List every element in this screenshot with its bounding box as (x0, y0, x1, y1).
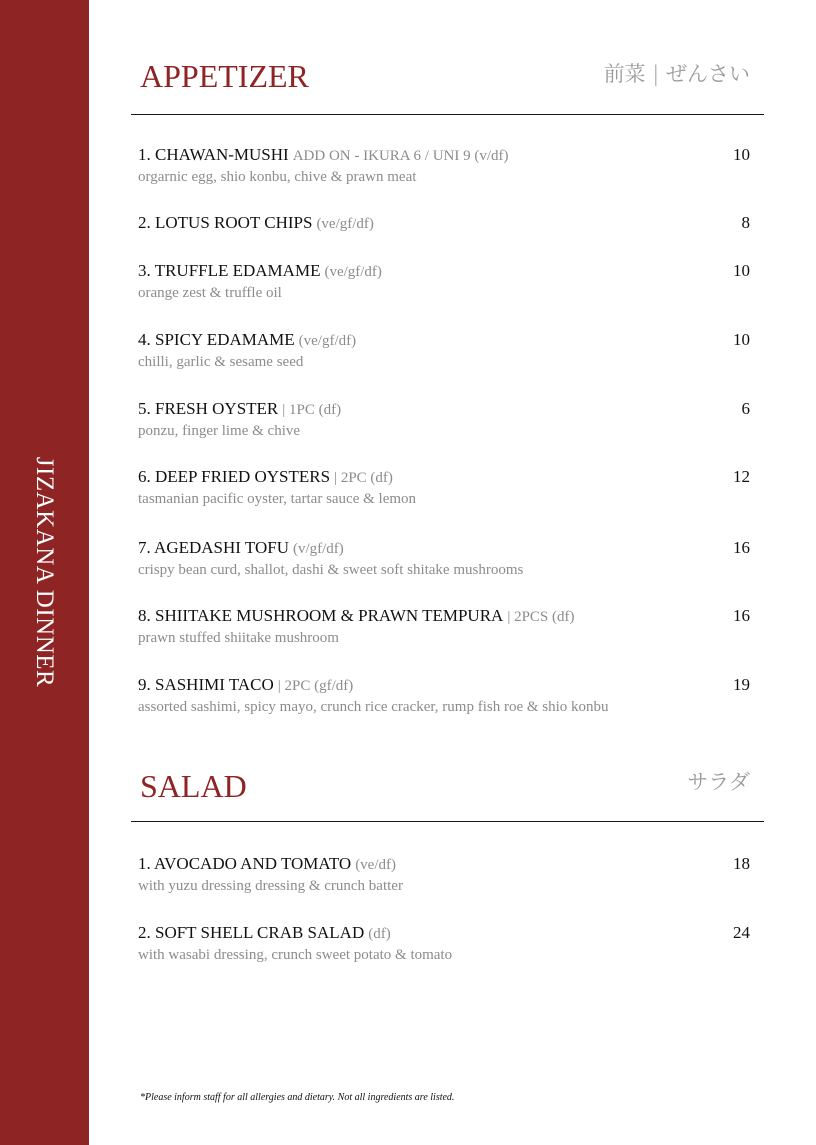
item-name: 1. AVOCADO AND TOMATO (138, 854, 352, 873)
menu-item (138, 213, 750, 233)
item-description: crispy bean curd, shallot, dashi & sweet soft shitake mushrooms (138, 562, 524, 578)
item-description: with wasabi dressing, crunch sweet potato & tomato (138, 947, 453, 963)
item-price: 12 (733, 467, 750, 486)
item-price: 24 (733, 923, 750, 942)
item-extra: (ve/gf/df) (316, 216, 374, 232)
item-description: tasmanian pacific oyster, tartar sauce & lemon (138, 491, 417, 507)
item-name: 1. CHAWAN-MUSHI (138, 145, 289, 164)
menu-item (138, 145, 750, 186)
item-description: prawn stuffed shiitake mushroom (138, 630, 339, 646)
menu-item (138, 399, 750, 440)
item-description: orange zest & truffle oil (138, 285, 282, 301)
menu-item (138, 330, 750, 371)
appetizer-section-title: APPETIZER (140, 58, 309, 94)
item-price: 10 (733, 145, 750, 164)
menu-item (138, 261, 750, 302)
item-description: assorted sashimi, spicy mayo, crunch rice cracker, rump fish roe & shio konbu (138, 699, 609, 715)
item-price: 6 (741, 399, 750, 418)
item-name: 3. TRUFFLE EDAMAME (138, 261, 321, 280)
menu-item (138, 923, 750, 964)
item-extra: | 2PC (df) (334, 470, 393, 486)
item-description: chilli, garlic & sesame seed (138, 354, 304, 370)
item-extra: | 1PC (df) (282, 402, 342, 418)
item-name: 2. LOTUS ROOT CHIPS (138, 213, 313, 232)
item-name: 5. FRESH OYSTER (138, 399, 279, 418)
item-price: 10 (733, 261, 750, 280)
sidebar-title: JIZAKANA DINNER (31, 456, 58, 688)
item-price: 16 (733, 538, 750, 557)
item-name: 8. SHIITAKE MUSHROOM & PRAWN TEMPURA (138, 606, 504, 625)
sidebar (0, 0, 89, 1145)
menu-item (138, 538, 750, 579)
item-price: 10 (733, 330, 750, 349)
item-extra: ADD ON - IKURA 6 / UNI 9 (v/df) (292, 148, 509, 164)
item-description: orgarnic egg, shio konbu, chive & prawn meat (138, 169, 417, 185)
item-name: 6. DEEP FRIED OYSTERS (138, 467, 331, 486)
menu-item (138, 606, 750, 647)
item-extra: | 2PC (gf/df) (277, 678, 354, 694)
item-name: 4. SPICY EDAMAME (138, 330, 295, 349)
item-description: ponzu, finger lime & chive (138, 423, 301, 439)
item-price: 8 (741, 213, 750, 232)
menu-item (138, 675, 750, 716)
salad-divider (131, 821, 764, 822)
allergy-footnote: *Please inform staff for all allergies and dietary. Not all ingredients are listed. (140, 1092, 455, 1103)
item-name: 9. SASHIMI TACO (138, 675, 274, 694)
menu-item (138, 467, 750, 508)
item-price: 16 (733, 606, 750, 625)
item-description: with yuzu dressing dressing & crunch batter (138, 878, 403, 894)
menu-item (138, 854, 750, 895)
item-extra: (ve/gf/df) (298, 333, 357, 349)
item-extra: | 2PCS (df) (507, 609, 575, 625)
salad-section-title: SALAD (140, 768, 247, 804)
item-extra: (ve/gf/df) (324, 264, 382, 280)
item-price: 18 (733, 854, 750, 873)
item-extra: (df) (368, 926, 391, 942)
item-name: 7. AGEDASHI TOFU (138, 538, 289, 557)
item-extra: (v/gf/df) (292, 541, 344, 557)
item-name: 2. SOFT SHELL CRAB SALAD (138, 923, 365, 942)
item-price: 19 (733, 675, 750, 694)
item-extra: (ve/df) (355, 857, 396, 873)
appetizer-section-subtitle-jp: 前菜 | ぜんさい (603, 62, 750, 86)
appetizer-divider (131, 114, 764, 115)
salad-section-subtitle-jp: サラダ (687, 770, 750, 794)
